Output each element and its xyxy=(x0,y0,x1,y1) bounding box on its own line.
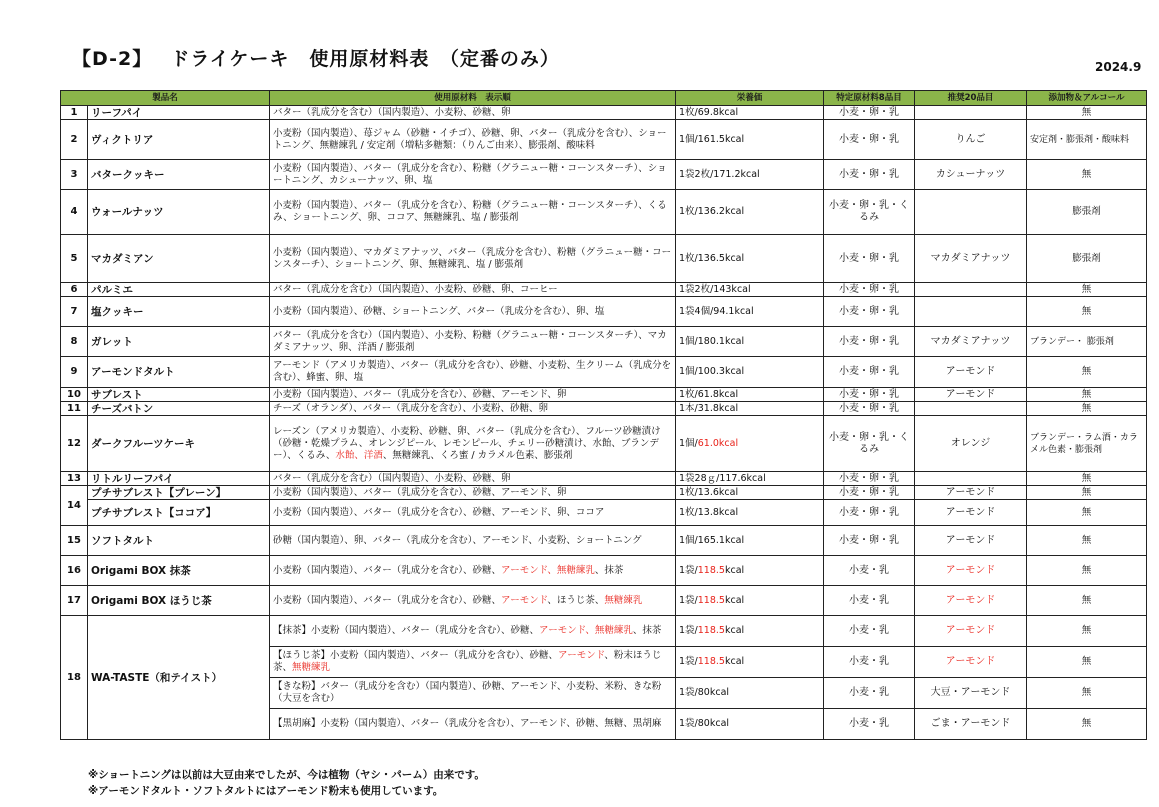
additives-cell: 無 xyxy=(1027,500,1147,526)
product-name: マカダミアン xyxy=(88,235,270,283)
table-row xyxy=(61,402,1147,416)
calories-unit: kcal xyxy=(724,625,745,636)
table-row xyxy=(61,190,1147,235)
ingredients-cell xyxy=(270,556,676,586)
row-number: 7 xyxy=(61,297,88,327)
calories-cell: 1個/161.5kcal xyxy=(676,120,824,160)
ingredients-highlight: 無糖練乳 xyxy=(292,662,331,673)
product-name: バタークッキー xyxy=(88,160,270,190)
allergen20-cell xyxy=(915,190,1027,235)
additives-cell: 膨張剤 xyxy=(1027,235,1147,283)
product-name: ウォールナッツ xyxy=(88,190,270,235)
table-row xyxy=(61,526,1147,556)
allergen8-cell: 小麦・乳 xyxy=(824,556,915,586)
allergen8-cell: 小麦・卵・乳 xyxy=(824,106,915,120)
ingredients-cell: 【きな粉】バター（乳成分を含む）（国内製造）、砂糖、アーモンド、小麦粉、米粉、きな粉（大豆を含む） xyxy=(270,678,676,709)
allergen20-cell xyxy=(915,106,1027,120)
calories-highlight: 118.5 xyxy=(697,625,725,636)
calories-cell: 1袋/80kcal xyxy=(676,678,824,709)
product-name: サブレスト xyxy=(88,388,270,402)
calories-text: 1袋/ xyxy=(679,656,698,667)
allergen20-cell: アーモンド xyxy=(915,616,1027,647)
allergen8-cell: 小麦・卵・乳 xyxy=(824,500,915,526)
row-number: 5 xyxy=(61,235,88,283)
ingredients-highlight: アーモンド、無糖練乳 xyxy=(501,564,595,576)
calories-cell: 1個/165.1kcal xyxy=(676,526,824,556)
additives-cell: 無 xyxy=(1027,526,1147,556)
ingredients-cell: 砂糖（国内製造）、卵、バター（乳成分を含む）、アーモンド、小麦粉、ショートニング xyxy=(270,526,676,556)
additives-cell: 無 xyxy=(1027,357,1147,388)
row-number: 2 xyxy=(61,120,88,160)
product-name: WA-TASTE（和テイスト） xyxy=(88,616,270,740)
table-row xyxy=(61,388,1147,402)
allergen8-cell: 小麦・卵・乳 xyxy=(824,160,915,190)
additives-cell: 無 xyxy=(1027,402,1147,416)
row-number: 3 xyxy=(61,160,88,190)
calories-text: 1袋/ xyxy=(679,625,698,636)
allergen8-cell: 小麦・卵・乳 xyxy=(824,327,915,357)
product-name: チーズバトン xyxy=(88,402,270,416)
table-row xyxy=(61,283,1147,297)
ingredients-cell: 【黒胡麻】小麦粉（国内製造）、バター（乳成分を含む）、アーモンド、砂糖、無糖、黒胡麻 xyxy=(270,709,676,740)
row-number: 13 xyxy=(61,472,88,486)
allergen8-cell: 小麦・卵・乳 xyxy=(824,120,915,160)
table-row xyxy=(61,556,1147,586)
product-name: アーモンドタルト xyxy=(88,357,270,388)
ingredients-cell: 小麦粉（国内製造）、バター（乳成分を含む）、砂糖、アーモンド、卵、ココア xyxy=(270,500,676,526)
additives-cell: 無 xyxy=(1027,678,1147,709)
calories-cell: 1枚/61.8kcal xyxy=(676,388,824,402)
product-name: ソフトタルト xyxy=(88,526,270,556)
allergen20-cell xyxy=(915,402,1027,416)
additives-cell: 無 xyxy=(1027,283,1147,297)
allergen20-cell: アーモンド xyxy=(915,486,1027,500)
document-date: 2024.9 xyxy=(1095,60,1142,74)
additives-cell: 安定剤・膨張剤・酸味料 xyxy=(1027,120,1147,160)
allergen8-cell: 小麦・卵・乳 xyxy=(824,297,915,327)
ingredients-highlight: アーモンド、無糖練乳 xyxy=(539,625,633,636)
additives-cell: 無 xyxy=(1027,616,1147,647)
product-name: Origami BOX 抹茶 xyxy=(88,556,270,586)
calories-cell: 1個/100.3kcal xyxy=(676,357,824,388)
ingredients-text: 【ほうじ茶】小麦粉（国内製造）、バター（乳成分を含む）、砂糖、 xyxy=(273,650,559,661)
allergen8-cell: 小麦・乳 xyxy=(824,616,915,647)
allergen8-cell: 小麦・乳 xyxy=(824,709,915,740)
allergen8-cell: 小麦・卵・乳 xyxy=(824,357,915,388)
allergen8-cell: 小麦・乳 xyxy=(824,678,915,709)
ingredients-cell xyxy=(270,586,676,616)
ingredients-cell: アーモンド（アメリカ製造）、バター（乳成分を含む）、砂糖、小麦粉、生クリーム（乳成分を含む）、蜂蜜、卵、塩 xyxy=(270,357,676,388)
allergen20-cell xyxy=(915,283,1027,297)
table-row xyxy=(61,486,1147,500)
ingredients-cell xyxy=(270,416,676,472)
additives-cell: ブランデー・ラム酒・カラメル色素・膨張剤 xyxy=(1027,416,1147,472)
header-allergen20: 推奨20品目 xyxy=(915,91,1027,106)
calories-cell: 1枚/13.8kcal xyxy=(676,500,824,526)
table-row xyxy=(61,472,1147,486)
ingredients-cell: バター（乳成分を含む）（国内製造）、小麦粉、粉糖（グラニュー糖・コーンスターチ）、マカダミアナッツ、卵、洋酒 / 膨張剤 xyxy=(270,327,676,357)
product-name: ヴィクトリア xyxy=(88,120,270,160)
row-number: 17 xyxy=(61,586,88,616)
ingredients-cell: バター（乳成分を含む）（国内製造）、小麦粉、砂糖、卵 xyxy=(270,106,676,120)
calories-text: 1個/ xyxy=(679,437,698,449)
calories-highlight: 118.5 xyxy=(697,564,725,576)
additives-cell: 無 xyxy=(1027,388,1147,402)
allergen8-cell: 小麦・卵・乳 xyxy=(824,235,915,283)
allergen20-cell: マカダミアナッツ xyxy=(915,327,1027,357)
calories-cell xyxy=(676,416,824,472)
ingredients-cell: 小麦粉（国内製造）、バター（乳成分を含む）、砂糖、アーモンド、卵 xyxy=(270,486,676,500)
row-number: 8 xyxy=(61,327,88,357)
table-header-row xyxy=(61,91,1147,106)
product-name: 塩クッキー xyxy=(88,297,270,327)
ingredients-cell xyxy=(270,616,676,647)
additives-cell: 無 xyxy=(1027,486,1147,500)
additives-cell: 無 xyxy=(1027,709,1147,740)
allergen8-cell: 小麦・卵・乳 xyxy=(824,472,915,486)
ingredients-highlight: 無糖練乳 xyxy=(604,594,643,606)
calories-cell xyxy=(676,556,824,586)
ingredients-text: 、無糖練乳、くろ蜜 / カラメル色素、膨張剤 xyxy=(382,449,573,461)
product-name: ダークフルーツケーキ xyxy=(88,416,270,472)
calories-cell: 1個/180.1kcal xyxy=(676,327,824,357)
additives-cell: ブランデー・ 膨張剤 xyxy=(1027,327,1147,357)
product-name: プチサブレスト【プレーン】 xyxy=(88,486,270,500)
ingredients-cell: 小麦粉（国内製造）、苺ジャム（砂糖・イチゴ）、砂糖、卵、バター（乳成分を含む）、ショートニング、無糖練乳 / 安定剤（増粘多糖類：（りんご由来）、膨張剤、酸味料 xyxy=(270,120,676,160)
additives-cell: 無 xyxy=(1027,106,1147,120)
allergen20-cell: アーモンド xyxy=(915,388,1027,402)
table-row xyxy=(61,297,1147,327)
ingredients-text: 小麦粉（国内製造）、バター（乳成分を含む）、砂糖、 xyxy=(273,564,502,576)
allergen8-cell: 小麦・卵・乳 xyxy=(824,526,915,556)
additives-cell: 膨張剤 xyxy=(1027,190,1147,235)
row-number: 16 xyxy=(61,556,88,586)
ingredients-text: 、抹茶 xyxy=(594,564,624,576)
allergen20-cell: アーモンド xyxy=(915,556,1027,586)
additives-cell: 無 xyxy=(1027,160,1147,190)
calories-cell: 1枚/136.2kcal xyxy=(676,190,824,235)
calories-highlight: 118.5 xyxy=(697,594,725,606)
calories-cell: 1枚/69.8kcal xyxy=(676,106,824,120)
allergen20-cell: アーモンド xyxy=(915,647,1027,678)
table-row xyxy=(61,235,1147,283)
header-allergen8: 特定原材料8品目 xyxy=(824,91,915,106)
calories-unit: kcal xyxy=(724,564,745,576)
header-product-name: 製品名 xyxy=(61,91,270,106)
additives-cell: 無 xyxy=(1027,647,1147,678)
allergen8-cell: 小麦・卵・乳 xyxy=(824,388,915,402)
header-calories: 栄養価 xyxy=(676,91,824,106)
table-row xyxy=(61,586,1147,616)
calories-highlight: 61.0kcal xyxy=(697,437,739,449)
product-name: リーフパイ xyxy=(88,106,270,120)
table-row xyxy=(61,106,1147,120)
calories-cell: 1袋2枚/143kcal xyxy=(676,283,824,297)
allergen20-cell: アーモンド xyxy=(915,526,1027,556)
ingredients-text: 【抹茶】小麦粉（国内製造）、バター（乳成分を含む）、砂糖、 xyxy=(273,625,540,636)
calories-cell: 1本/31.8kcal xyxy=(676,402,824,416)
allergen20-cell: アーモンド xyxy=(915,586,1027,616)
calories-cell: 1袋28ｇ/117.6kcal xyxy=(676,472,824,486)
ingredients-cell: 小麦粉（国内製造）、砂糖、ショートニング、バター（乳成分を含む）、卵、塩 xyxy=(270,297,676,327)
additives-cell: 無 xyxy=(1027,472,1147,486)
row-number: 9 xyxy=(61,357,88,388)
ingredients-cell: バター（乳成分を含む）（国内製造）、小麦粉、砂糖、卵 xyxy=(270,472,676,486)
row-number: 10 xyxy=(61,388,88,402)
row-number: 1 xyxy=(61,106,88,120)
ingredients-cell xyxy=(270,647,676,678)
ingredients-cell: 小麦粉（国内製造）、バター（乳成分を含む）、砂糖、アーモンド、卵 xyxy=(270,388,676,402)
calories-cell: 1袋4個/94.1kcal xyxy=(676,297,824,327)
additives-cell: 無 xyxy=(1027,297,1147,327)
row-number: 11 xyxy=(61,402,88,416)
allergen20-cell: 大豆・アーモンド xyxy=(915,678,1027,709)
calories-text: 1袋/ xyxy=(679,594,698,606)
allergen8-cell: 小麦・乳 xyxy=(824,647,915,678)
allergen20-cell xyxy=(915,297,1027,327)
calories-highlight: 118.5 xyxy=(697,656,725,667)
table-row xyxy=(61,616,1147,647)
calories-cell xyxy=(676,586,824,616)
product-name: リトルリーフパイ xyxy=(88,472,270,486)
ingredients-text: 、粉末ほうじ茶、 xyxy=(273,650,662,673)
footnote: ※ショートニングは以前は大豆由来でしたが、今は植物（ヤシ・パーム）由来です。 xyxy=(88,769,485,781)
allergen8-cell: 小麦・卵・乳 xyxy=(824,283,915,297)
allergen8-cell: 小麦・卵・乳・くるみ xyxy=(824,190,915,235)
allergen20-cell: アーモンド xyxy=(915,357,1027,388)
row-number: 18 xyxy=(61,616,88,740)
product-name: Origami BOX ほうじ茶 xyxy=(88,586,270,616)
allergen20-cell: カシューナッツ xyxy=(915,160,1027,190)
calories-cell xyxy=(676,616,824,647)
table-row xyxy=(61,357,1147,388)
ingredients-cell: バター（乳成分を含む）（国内製造）、小麦粉、砂糖、卵、コーヒー xyxy=(270,283,676,297)
ingredients-text: 、ほうじ茶、 xyxy=(547,594,605,606)
allergen20-cell: マカダミアナッツ xyxy=(915,235,1027,283)
calories-unit: kcal xyxy=(724,594,745,606)
allergen20-cell: アーモンド xyxy=(915,500,1027,526)
allergen20-cell: オレンジ xyxy=(915,416,1027,472)
allergen8-cell: 小麦・卵・乳・くるみ xyxy=(824,416,915,472)
footnote: ※アーモンドタルト・ソフトタルトにはアーモンド粉末も使用しています。 xyxy=(88,785,444,797)
allergen8-cell: 小麦・卵・乳 xyxy=(824,402,915,416)
ingredients-text: 小麦粉（国内製造）、バター（乳成分を含む）、砂糖、 xyxy=(273,594,502,606)
footnotes xyxy=(88,767,485,799)
ingredients-cell: 小麦粉（国内製造）、バター（乳成分を含む）、粉糖（グラニュー糖・コーンスターチ）、くるみ、ショートニング、卵、ココア、無糖練乳、塩 / 膨張剤 xyxy=(270,190,676,235)
additives-cell: 無 xyxy=(1027,556,1147,586)
product-name: パルミエ xyxy=(88,283,270,297)
allergen8-cell: 小麦・乳 xyxy=(824,586,915,616)
table-row xyxy=(61,500,1147,526)
ingredients-text: レーズン（アメリカ製造）、小麦粉、砂糖、卵、バター（乳成分を含む）、フルーツ砂糖漬け（砂糖・乾燥プラム、オレンジピール、レモンピール、チェリー砂糖漬け、水飴、ブランデー）、くるみ、 xyxy=(273,425,661,461)
ingredients-cell: 小麦粉（国内製造）、マカダミアナッツ、バター（乳成分を含む）、粉糖（グラニュー糖・コーンスターチ）、ショートニング、卵、無糖練乳、塩 / 膨張剤 xyxy=(270,235,676,283)
table-row xyxy=(61,416,1147,472)
header-ingredients: 使用原材料 表示順 xyxy=(270,91,676,106)
allergen20-cell: ごま・アーモンド xyxy=(915,709,1027,740)
calories-cell xyxy=(676,647,824,678)
row-number: 15 xyxy=(61,526,88,556)
header-additives: 添加物＆アルコール xyxy=(1027,91,1147,106)
allergen20-cell xyxy=(915,472,1027,486)
calories-cell: 1枚/136.5kcal xyxy=(676,235,824,283)
table-row xyxy=(61,160,1147,190)
calories-cell: 1袋/80kcal xyxy=(676,709,824,740)
ingredients-cell: チーズ（オランダ）、バター（乳成分を含む）、小麦粉、砂糖、卵 xyxy=(270,402,676,416)
calories-cell: 1枚/13.6kcal xyxy=(676,486,824,500)
ingredients-cell: 小麦粉（国内製造）、バター（乳成分を含む）、粉糖（グラニュー糖・コーンスターチ）、ショートニング、カシューナッツ、卵、塩 xyxy=(270,160,676,190)
product-name: ガレット xyxy=(88,327,270,357)
ingredients-text: 、抹茶 xyxy=(632,625,662,636)
allergen8-cell: 小麦・卵・乳 xyxy=(824,486,915,500)
ingredients-table xyxy=(60,90,1147,740)
additives-cell: 無 xyxy=(1027,586,1147,616)
table-row xyxy=(61,327,1147,357)
ingredients-highlight: アーモンド xyxy=(501,594,548,606)
row-number: 6 xyxy=(61,283,88,297)
allergen20-cell: りんご xyxy=(915,120,1027,160)
row-number: 14 xyxy=(61,486,88,526)
document-title: 【D-2】 ドライケーキ 使用原材料表 （定番のみ） xyxy=(72,48,560,70)
product-name: プチサブレスト【ココア】 xyxy=(88,500,270,526)
calories-unit: kcal xyxy=(724,656,745,667)
ingredients-highlight: 水飴、洋酒 xyxy=(335,449,383,461)
ingredients-highlight: アーモンド xyxy=(558,650,605,661)
calories-cell: 1袋2枚/171.2kcal xyxy=(676,160,824,190)
row-number: 12 xyxy=(61,416,88,472)
row-number: 4 xyxy=(61,190,88,235)
calories-text: 1袋/ xyxy=(679,564,698,576)
table-row xyxy=(61,120,1147,160)
